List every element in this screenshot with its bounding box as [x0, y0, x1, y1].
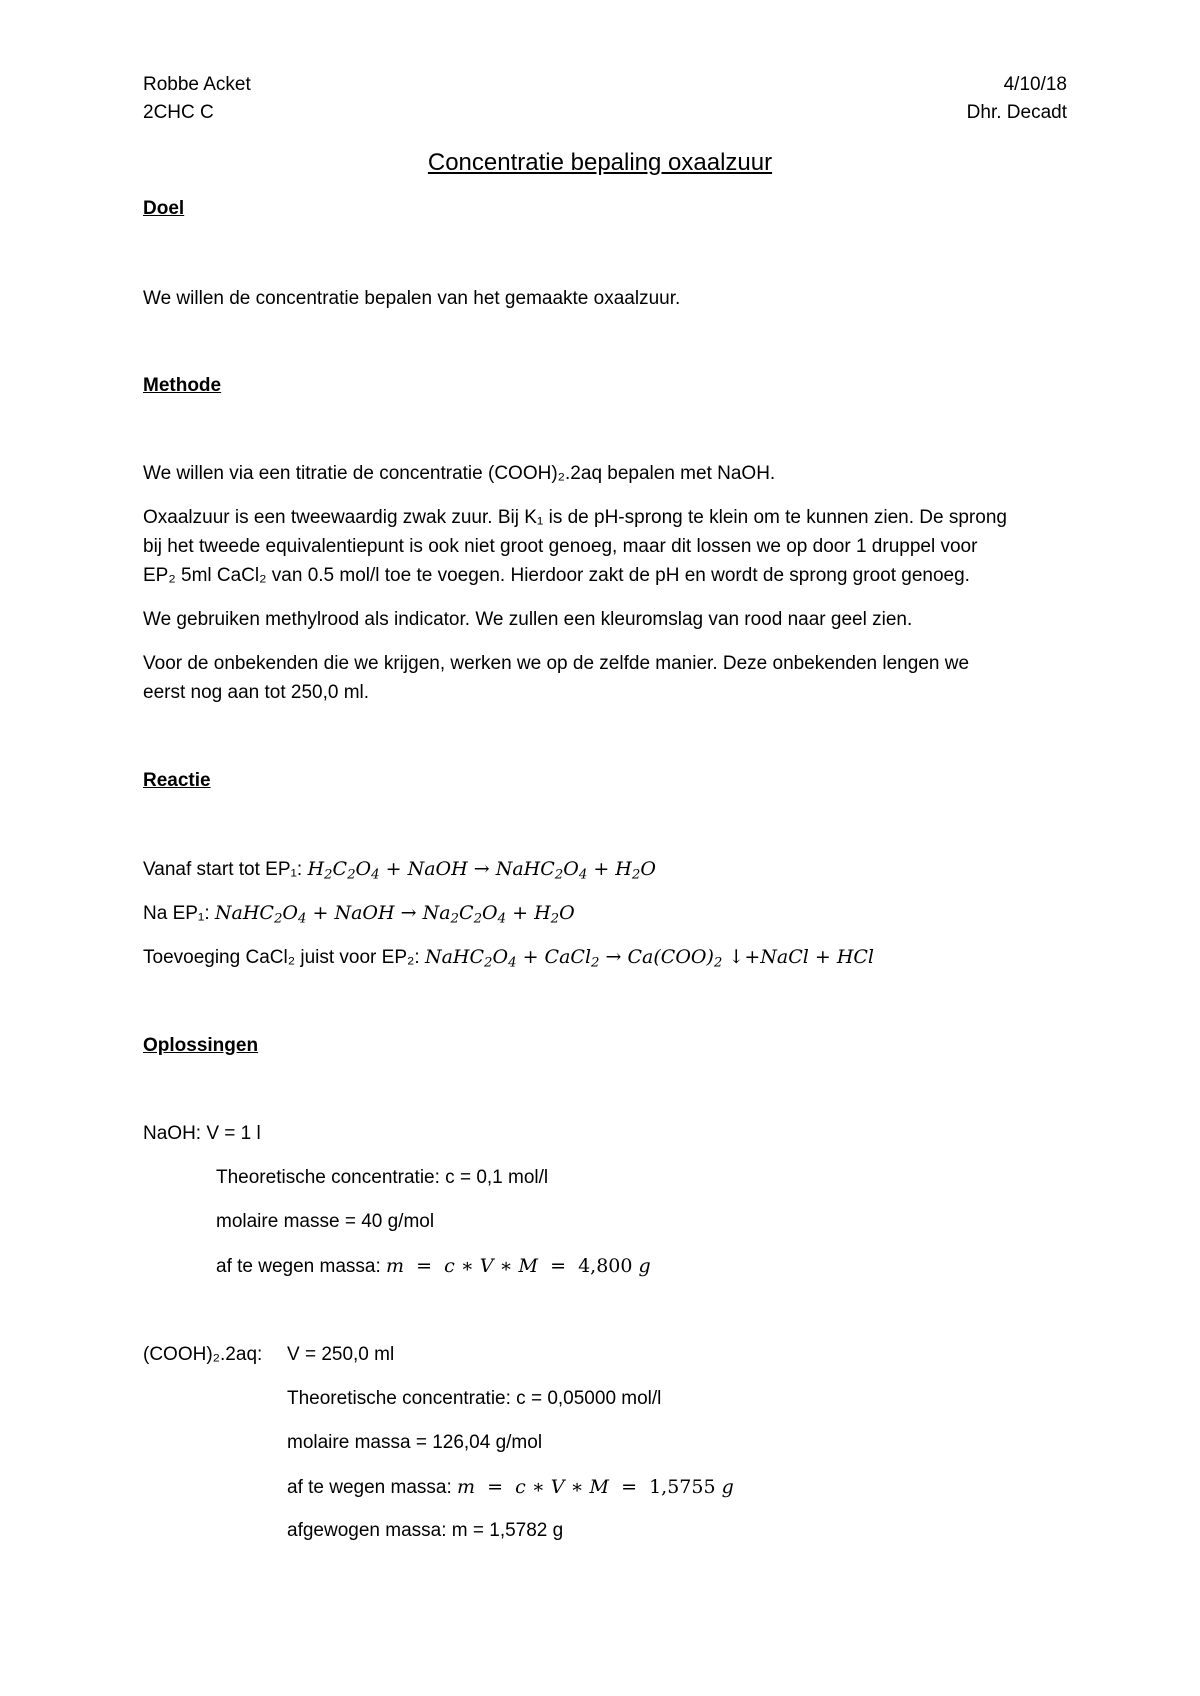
- oxaal-weighed-mass: afgewogen massa: m = 1,5782 g: [287, 1520, 564, 1541]
- page-title: Concentratie bepaling oxaalzuur: [427, 149, 773, 176]
- naoh-volume: NaOH: V = 1 l: [143, 1123, 261, 1144]
- oxaal-label: (COOH)₂.2aq:: [143, 1344, 263, 1365]
- naoh-concentration: Theoretische concentratie: c = 0,1 mol/l: [216, 1167, 549, 1188]
- oxaal-mass-formula: m = c ∗ V ∗ M = 1,5755 g: [457, 1476, 734, 1498]
- oxaal-volume: V = 250,0 ml: [287, 1344, 395, 1365]
- oxaal-mass-value: 1,5755: [649, 1476, 716, 1498]
- naoh-mass-label: af te wegen massa:: [216, 1256, 387, 1277]
- oxaal-molar-mass: molaire massa = 126,04 g/mol: [287, 1432, 543, 1453]
- oxaal-mass-label: af te wegen massa:: [287, 1477, 458, 1498]
- class-code: 2CHC C: [143, 102, 214, 123]
- methode-paragraph-2-line-3: EP₂ 5ml CaCl₂ van 0.5 mol/l toe te voegen. Hierdoor zakt de pH en wordt de sprong groot genoeg.: [143, 565, 970, 586]
- reaction-2-label: Na EP₁:: [143, 903, 215, 924]
- reaction-1-equation: $H_2C_2O_4$ + NaOH → $NaHC_2O_4 + H_2O$: [307, 858, 656, 883]
- section-heading-oplossingen: Oplossingen: [143, 1035, 259, 1056]
- author-name: Robbe Acket: [143, 74, 251, 95]
- document-date: 4/10/18: [1003, 74, 1067, 95]
- methode-paragraph-4-line-2: eerst nog aan tot 250,0 ml.: [143, 682, 370, 703]
- naoh-mass: [216, 1255, 651, 1278]
- reaction-1-label: Vanaf start tot EP₁:: [143, 859, 308, 880]
- methode-paragraph-2-line-2: bij het tweede equivalentiepunt is ook niet groot genoeg, maar dit lossen we op door 1 druppel voor: [143, 536, 978, 557]
- section-heading-doel: Doel: [143, 198, 185, 219]
- reaction-3-equation: $NaHC_2O_4$ + CaCl$_2$ → $Ca(COO)_2$ ↓+NaCl + HCl: [424, 946, 875, 971]
- teacher-name: Dhr. Decadt: [966, 102, 1067, 123]
- section-heading-reactie: Reactie: [143, 770, 211, 791]
- reaction-1: [143, 858, 656, 881]
- doel-text: We willen de concentratie bepalen van het gemaakte oxaalzuur.: [143, 288, 681, 309]
- naoh-mass-value: 4,800: [578, 1255, 633, 1277]
- reaction-2: [143, 902, 575, 925]
- reaction-2-equation: $NaHC_2O_4$ + NaOH → $Na_2C_2O_4 + H_2O$: [214, 902, 575, 927]
- methode-paragraph-2-line-1: Oxaalzuur is een tweewaardig zwak zuur. Bij K₁ is de pH-sprong te klein om te kunnen zien. De sprong: [143, 507, 1007, 528]
- naoh-mass-formula: m = c ∗ V ∗ M = 4,800 g: [386, 1255, 651, 1277]
- naoh-molar-mass: molaire masse = 40 g/mol: [216, 1211, 435, 1232]
- methode-paragraph-3: We gebruiken methylrood als indicator. We zullen een kleuromslag van rood naar geel zien.: [143, 609, 913, 630]
- methode-paragraph-4-line-1: Voor de onbekenden die we krijgen, werken we op de zelfde manier. Deze onbekenden lengen we: [143, 653, 970, 674]
- methode-paragraph-1: We willen via een titratie de concentratie (COOH)₂.2aq bepalen met NaOH.: [143, 463, 776, 484]
- oxaal-mass: [287, 1476, 734, 1499]
- reaction-3: [143, 946, 874, 969]
- oxaal-concentration: Theoretische concentratie: c = 0,05000 mol/l: [287, 1388, 662, 1409]
- section-heading-methode: Methode: [143, 375, 222, 396]
- reaction-3-label: Toevoeging CaCl₂ juist voor EP₂:: [143, 947, 425, 968]
